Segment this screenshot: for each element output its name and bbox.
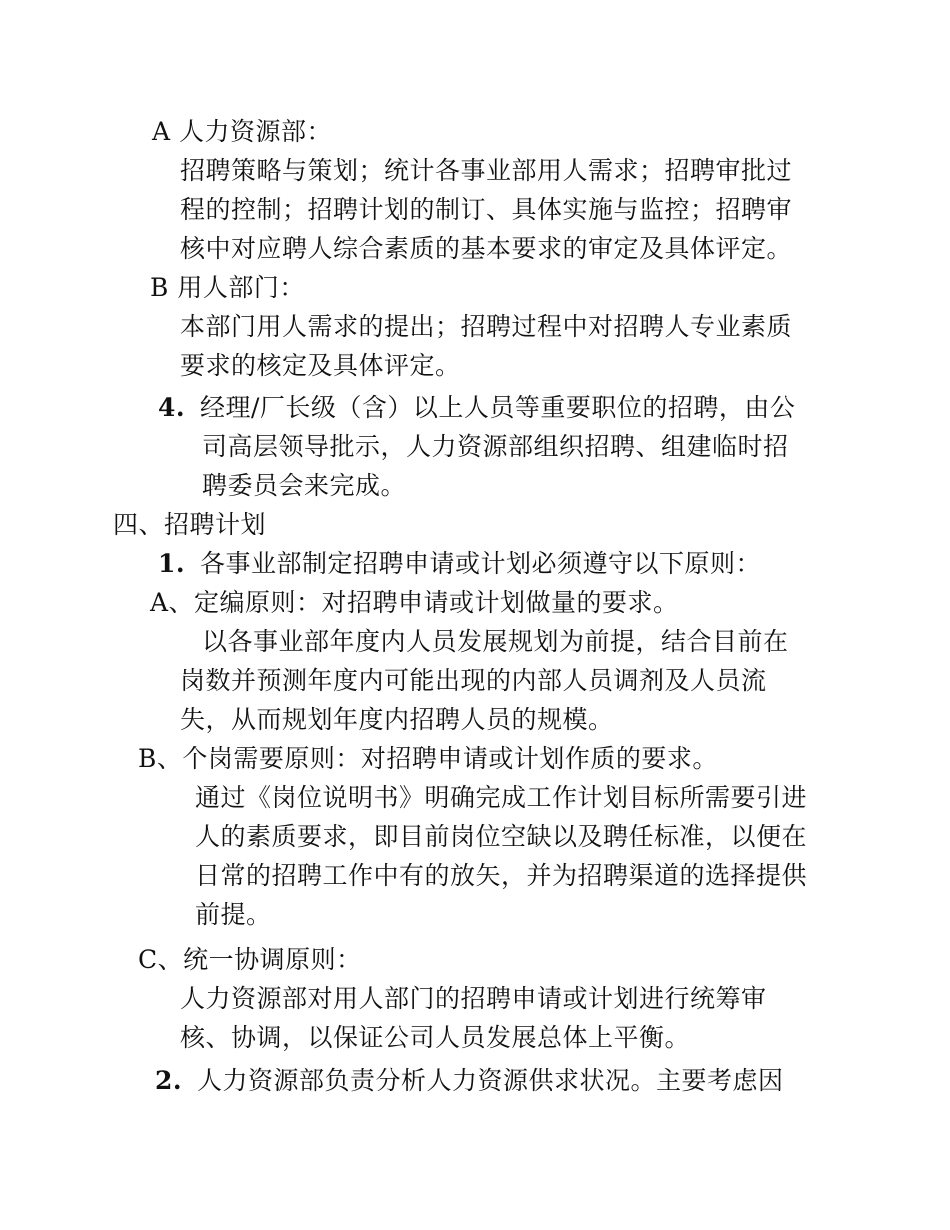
item-4-text-1: 经理/厂长级（含）以上人员等重要职位的招聘，由公: [200, 393, 796, 422]
principle-b-text-line-3: 日常的招聘工作中有的放矢，并为招聘渠道的选择提供: [195, 861, 808, 890]
item-4-line-3: 聘委员会来完成。: [202, 471, 407, 500]
principle-b-text-line-4: 前提。: [195, 900, 272, 929]
principle-c-heading: C、统一协调原则：: [138, 945, 362, 974]
principle-b-text-line-2: 人的素质要求，即目前岗位空缺以及聘任标准，以便在: [195, 822, 808, 851]
item-number-1: 1.: [158, 549, 186, 578]
section-a-text-line-1: 招聘策略与策划；统计各事业部用人需求；招聘审批过: [180, 156, 793, 185]
item-number-2: 2.: [155, 1066, 183, 1095]
principle-c-text-line-2: 核、协调，以保证公司人员发展总体上平衡。: [180, 1023, 691, 1052]
section-a-heading: A 人力资源部：: [152, 117, 333, 146]
item-2-line: [155, 1066, 784, 1096]
principle-a-text-line-1: 以各事业部年度内人员发展规划为前提，结合目前在: [202, 627, 789, 656]
principle-a-heading: A、定编原则：对招聘申请或计划做量的要求。: [150, 588, 679, 617]
item-4-line-1: [158, 393, 795, 423]
principle-b-heading: B、个岗需要原则：对招聘申请或计划作质的要求。: [138, 744, 718, 773]
item-number-4: 4.: [158, 393, 186, 422]
item-1-line: [158, 549, 761, 579]
section-b-text-line-1: 本部门用人需求的提出；招聘过程中对招聘人专业素质: [180, 312, 793, 341]
principle-a-text-line-2: 岗数并预测年度内可能出现的内部人员调剂及人员流: [180, 666, 767, 695]
section-4-title: 四、招聘计划: [113, 510, 267, 539]
principle-b-text-line-1: 通过《岗位说明书》明确完成工作计划目标所需要引进: [195, 783, 808, 812]
principle-a-text-line-3: 失，从而规划年度内招聘人员的规模。: [180, 705, 614, 734]
section-a-text-line-3: 核中对应聘人综合素质的基本要求的审定及具体评定。: [180, 234, 793, 263]
section-a-text-line-2: 程的控制；招聘计划的制订、具体实施与监控；招聘审: [180, 195, 793, 224]
item-1-text: 各事业部制定招聘申请或计划必须遵守以下原则：: [200, 549, 762, 578]
principle-c-text-line-1: 人力资源部对用人部门的招聘申请或计划进行统筹审: [180, 984, 767, 1013]
item-4-line-2: 司高层领导批示，人力资源部组织招聘、组建临时招: [202, 432, 789, 461]
section-b-text-line-2: 要求的核定及具体评定。: [180, 351, 461, 380]
section-b-heading: B 用人部门：: [150, 273, 305, 302]
item-2-text: 人力资源部负责分析人力资源供求状况。主要考虑因: [197, 1066, 784, 1095]
